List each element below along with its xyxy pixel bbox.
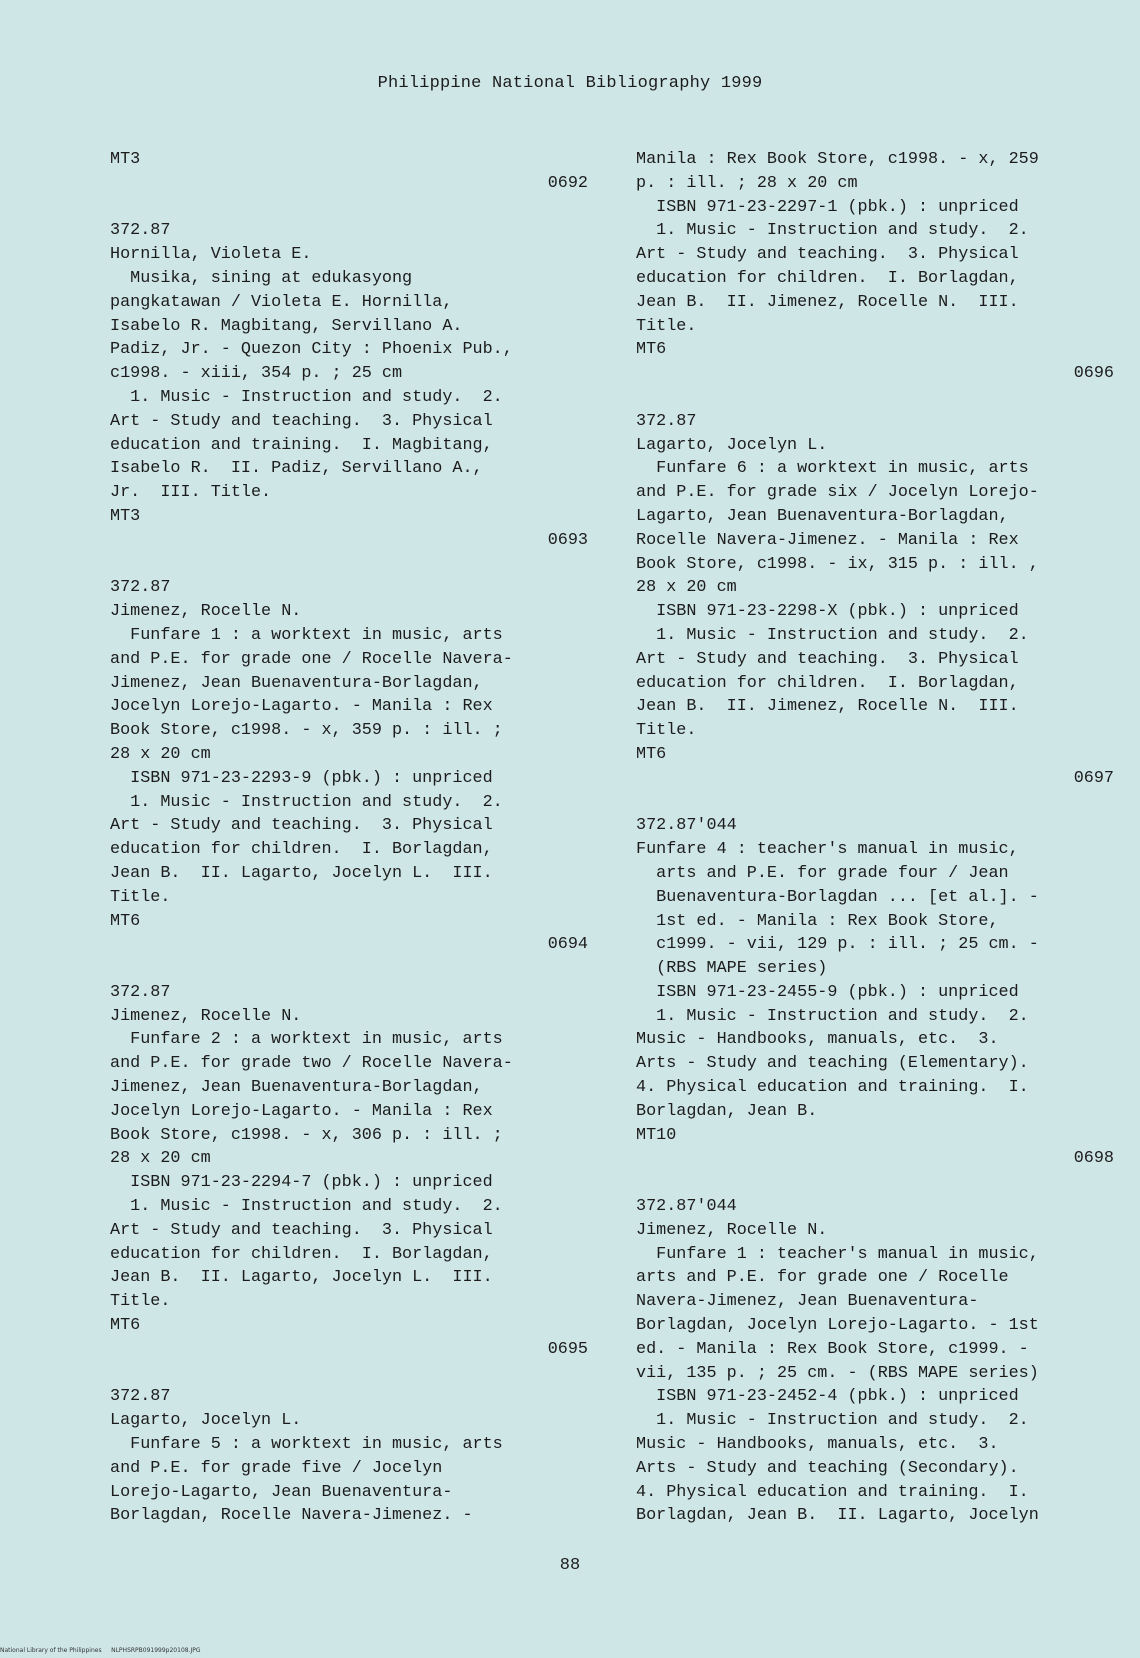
text-line: Jocelyn Lorejo-Lagarto. - Manila : Rex (110, 1101, 493, 1121)
text-line: Arts - Study and teaching (Secondary). (636, 1458, 1019, 1478)
text-line: Music - Handbooks, manuals, etc. 3. (636, 1435, 999, 1455)
text-line: 28 x 20 cm (110, 744, 211, 764)
text-line: Isabelo R. Magbitang, Servillano A. (110, 316, 463, 336)
text-line: arts and P.E. for grade one / Rocelle (636, 1268, 1009, 1288)
text-line: Lorejo-Lagarto, Jean Buenaventura- (110, 1482, 453, 1502)
text-line: p. : ill. ; 28 x 20 cm (636, 173, 858, 193)
text-line: Title. (110, 887, 171, 907)
text-line (636, 1171, 1114, 1195)
right-column (636, 148, 1114, 1528)
page-number: 88 (559, 1556, 581, 1575)
text-line: 372.87 (110, 1387, 171, 1407)
text-line: pangkatawan / Violeta E. Hornilla, (110, 292, 453, 312)
text-line: Borlagdan, Jocelyn Lorejo-Lagarto. - 1st (636, 1316, 1039, 1336)
text-line: Navera-Jimenez, Jean Buenaventura- (636, 1292, 979, 1312)
text-line: Jean B. II. Jimenez, Rocelle N. III. (636, 697, 1019, 717)
text-line: 1. Music - Instruction and study. 2. (636, 1006, 1029, 1026)
text-line: ISBN 971-23-2293-9 (pbk.) : unpriced (110, 768, 493, 788)
text-line: Funfare 4 : teacher's manual in music, (636, 840, 1019, 860)
text-line: Funfare 1 : teacher's manual in music, (636, 1244, 1039, 1264)
text-line: Title. (636, 721, 697, 741)
text-line: Arts - Study and teaching (Elementary). (636, 1054, 1029, 1074)
text-line: Book Store, c1998. - x, 306 p. : ill. ; (110, 1125, 503, 1145)
text-line: Book Store, c1998. - ix, 315 p. : ill. , (636, 554, 1039, 574)
text-line: education for children. I. Borlagdan, (636, 673, 1019, 693)
text-line: 1. Music - Instruction and study. 2. (636, 625, 1029, 645)
page-header: Philippine National Bibliography 1999 (377, 74, 763, 93)
text-line: Title. (636, 316, 697, 336)
entry-number: 0695 (547, 1339, 588, 1359)
text-line: MT6 (110, 1316, 141, 1336)
text-line: 1st ed. - Manila : Rex Book Store, (636, 911, 999, 931)
text-line: Manila : Rex Book Store, c1998. - x, 259 (636, 150, 1039, 169)
scan-footer: National Library of the Philippines NLPHSRPB091999p20108.JPG (0, 1647, 201, 1654)
text-line: Lagarto, Jocelyn L. (110, 1411, 302, 1431)
text-line (636, 386, 1114, 410)
text-line: Padiz, Jr. - Quezon City : Phoenix Pub., (110, 340, 513, 360)
text-line: Jimenez, Rocelle N. (110, 602, 302, 622)
text-line: c1999. - vii, 129 p. : ill. ; 25 cm. - (636, 935, 1039, 955)
text-line (110, 553, 588, 577)
text-line: Funfare 1 : a worktext in music, arts (110, 625, 503, 645)
text-line: MT6 (110, 911, 141, 931)
left-column (110, 148, 588, 1528)
text-line: and P.E. for grade two / Rocelle Navera- (110, 1054, 513, 1074)
entry-number: 0693 (547, 530, 588, 550)
text-line: ed. - Manila : Rex Book Store, c1999. - (636, 1339, 1029, 1359)
text-line: Funfare 6 : a worktext in music, arts (636, 459, 1029, 479)
text-line: 372.87 (110, 221, 171, 241)
text-line: Funfare 2 : a worktext in music, arts (110, 1030, 503, 1050)
text-line: and P.E. for grade six / Jocelyn Lorejo- (636, 483, 1039, 503)
text-line: 372.87 (110, 578, 171, 598)
text-line: Book Store, c1998. - x, 359 p. : ill. ; (110, 721, 503, 741)
text-line: 28 x 20 cm (636, 578, 737, 598)
text-line: education for children. I. Borlagdan, (636, 268, 1019, 288)
text-line: vii, 135 p. ; 25 cm. - (RBS MAPE series) (636, 1363, 1039, 1383)
text-line: Lagarto, Jean Buenaventura-Borlagdan, (636, 506, 1009, 526)
text-line: 28 x 20 cm (110, 1149, 211, 1169)
entry-number: 0698 (1073, 1149, 1114, 1169)
text-line: 4. Physical education and training. I. (636, 1078, 1029, 1098)
text-line: Art - Study and teaching. 3. Physical (110, 1220, 493, 1240)
text-line: 1. Music - Instruction and study. 2. (110, 792, 503, 812)
text-line (110, 196, 588, 220)
text-line: 4. Physical education and training. I. (636, 1482, 1029, 1502)
text-line: ISBN 971-23-2455-9 (pbk.) : unpriced (636, 982, 1019, 1002)
entry-number: 0697 (1073, 768, 1114, 788)
text-line: Art - Study and teaching. 3. Physical (636, 245, 1019, 265)
text-line: 372.87'044 (636, 1197, 737, 1217)
text-line: Isabelo R. II. Padiz, Servillano A., (110, 459, 483, 479)
text-line: c1998. - xiii, 354 p. ; 25 cm (110, 364, 403, 384)
text-line: 1. Music - Instruction and study. 2. (110, 1197, 503, 1217)
text-line: Jean B. II. Jimenez, Rocelle N. III. (636, 292, 1019, 312)
entry-number: 0692 (547, 173, 588, 193)
text-line: MT10 (636, 1125, 677, 1145)
text-line: Art - Study and teaching. 3. Physical (110, 411, 493, 431)
text-line: Hornilla, Violeta E. (110, 245, 312, 265)
text-line: ISBN 971-23-2294-7 (pbk.) : unpriced (110, 1173, 493, 1193)
text-line: MT3 (110, 150, 141, 169)
text-line: 1. Music - Instruction and study. 2. (636, 1411, 1029, 1431)
text-line: education for children. I. Borlagdan, (110, 840, 493, 860)
text-line: ISBN 971-23-2297-1 (pbk.) : unpriced (636, 197, 1019, 217)
text-line: (RBS MAPE series) (636, 959, 828, 979)
text-line: Art - Study and teaching. 3. Physical (636, 649, 1019, 669)
text-line: and P.E. for grade one / Rocelle Navera- (110, 649, 513, 669)
text-line: 372.87 (110, 982, 171, 1002)
text-line: Rocelle Navera-Jimenez. - Manila : Rex (636, 530, 1019, 550)
text-line: Art - Study and teaching. 3. Physical (110, 816, 493, 836)
text-line: Jimenez, Rocelle N. (110, 1006, 302, 1026)
text-line: Jocelyn Lorejo-Lagarto. - Manila : Rex (110, 697, 493, 717)
text-line: Jimenez, Rocelle N. (636, 1220, 828, 1240)
text-line: Buenaventura-Borlagdan ... [et al.]. - (636, 887, 1039, 907)
text-line: 1. Music - Instruction and study. 2. (636, 221, 1029, 241)
text-line: MT3 (110, 506, 141, 526)
text-line (110, 957, 588, 981)
entry-number: 0694 (547, 935, 588, 955)
text-line: Funfare 5 : a worktext in music, arts (110, 1435, 503, 1455)
text-line: Title. (110, 1292, 171, 1312)
entry-number: 0696 (1073, 364, 1114, 384)
text-line: Music - Handbooks, manuals, etc. 3. (636, 1030, 999, 1050)
text-line: education and training. I. Magbitang, (110, 435, 493, 455)
text-line: 372.87'044 (636, 816, 737, 836)
text-line: Borlagdan, Rocelle Navera-Jimenez. - (110, 1506, 473, 1526)
text-line: 1. Music - Instruction and study. 2. (110, 387, 503, 407)
text-line: Jr. III. Title. (110, 483, 272, 503)
text-line: Jimenez, Jean Buenaventura-Borlagdan, (110, 673, 483, 693)
text-line: Borlagdan, Jean B. II. Lagarto, Jocelyn (636, 1506, 1039, 1526)
text-line: MT6 (636, 340, 667, 360)
text-line: 372.87 (636, 411, 697, 431)
text-line: ISBN 971-23-2452-4 (pbk.) : unpriced (636, 1387, 1019, 1407)
text-line: arts and P.E. for grade four / Jean (636, 863, 1009, 883)
text-line: Jimenez, Jean Buenaventura-Borlagdan, (110, 1078, 483, 1098)
text-line: education for children. I. Borlagdan, (110, 1244, 493, 1264)
text-line: MT6 (636, 744, 667, 764)
text-line: Borlagdan, Jean B. (636, 1101, 818, 1121)
text-line: ISBN 971-23-2298-X (pbk.) : unpriced (636, 602, 1019, 622)
text-line (636, 791, 1114, 815)
text-line: Lagarto, Jocelyn L. (636, 435, 828, 455)
text-line: Musika, sining at edukasyong (110, 268, 413, 288)
text-line: Jean B. II. Lagarto, Jocelyn L. III. (110, 863, 493, 883)
text-line (110, 1362, 588, 1386)
text-line: and P.E. for grade five / Jocelyn (110, 1458, 443, 1478)
text-line: Jean B. II. Lagarto, Jocelyn L. III. (110, 1268, 493, 1288)
